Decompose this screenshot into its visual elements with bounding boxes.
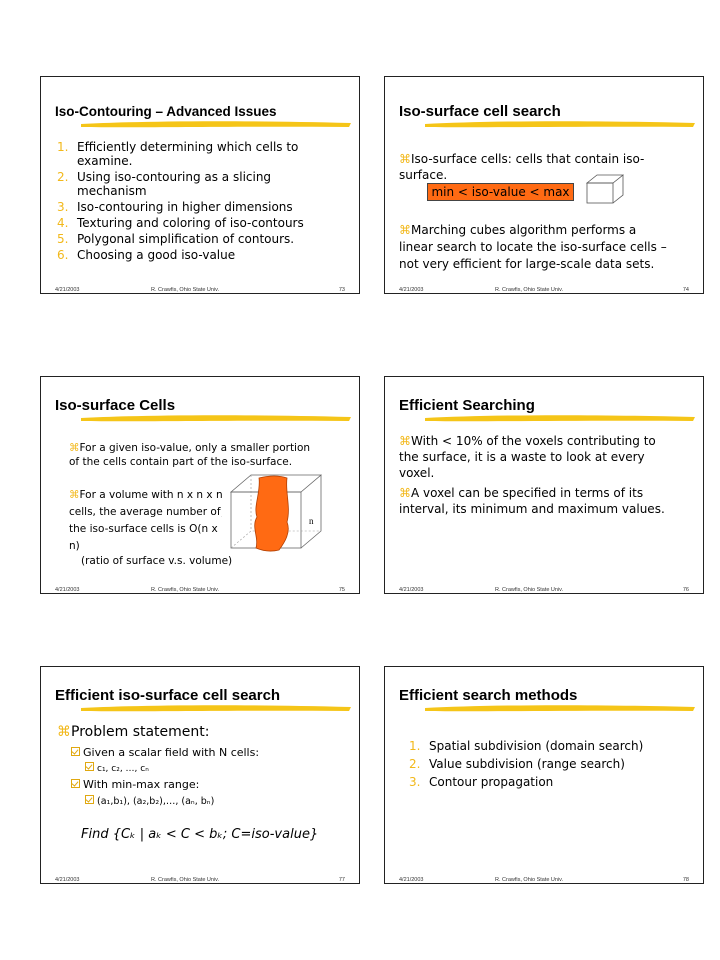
iso-value-highlight: min < iso-value < max [427, 183, 574, 201]
cube-label-n [251, 556, 256, 557]
command-bullet-icon: ⌘ [69, 442, 80, 454]
slide-77: Efficient iso-surface cell search ⌘Problem statement: Given a scalar field with N cells: c₁, c₂, …, cₙ With min-max range: (a₁,b₁), (a₂,b₂),…, (aₙ, bₙ) Find {Cₖ | aₖ < C < bₖ; C=iso-value} 4/21/2003 R. Crawfis, Ohio State Univ. 77 [40, 666, 360, 884]
title-underline-brush [81, 703, 351, 714]
list-item: 3. Contour propagation [409, 775, 554, 789]
list-item: 6. Choosing a good iso-value [57, 248, 236, 262]
command-bullet-icon: ⌘ [69, 489, 80, 501]
slide-75: Iso-surface Cells ⌘For a given iso-value, only a smaller portion of the cells contain part of the iso-surface. ⌘For a volume with n x n x n cells, the average number of the iso-surface cells is O(n x n) (ratio of surface v.s. volume) n 4/21/2003 R. Crawfis, Ohio State Univ. 75 [40, 376, 360, 594]
bullet: ⌘For a volume with n x n x n cells, the average number of the iso-surface cells is O(n x n) [69, 489, 223, 552]
checkbox-icon [85, 762, 94, 771]
checkbox-icon [85, 795, 94, 804]
title-underline-brush [81, 413, 351, 424]
command-bullet-icon: ⌘ [399, 152, 411, 166]
bullet: ⌘For a given iso-value, only a smaller portion of the cells contain part of the iso-surface. [69, 442, 311, 468]
bullet: ⌘Marching cubes algorithm performs a linear search to locate the iso-surface cells – not very efficient for large-scale data sets. [399, 223, 667, 271]
issue-list [57, 140, 337, 264]
command-bullet-icon: ⌘ [399, 223, 411, 237]
bullet: ⌘With < 10% of the voxels contributing to the surface, it is a waste to look at every voxel. [399, 434, 656, 480]
list-item: 2. Value subdivision (range search) [409, 757, 625, 771]
checkbox-icon [71, 779, 80, 788]
sub-bullet: Given a scalar field with N cells: [71, 745, 259, 761]
sub-sub-bullet: c₁, c₂, …, cₙ [85, 762, 149, 778]
slide-title: Efficient Searching [399, 397, 535, 414]
slide-title: Efficient iso-surface cell search [55, 687, 281, 704]
command-bullet-icon: ⌘ [57, 724, 71, 740]
list-item: 1. Efficiently determining which cells to examine. [57, 140, 299, 168]
list-item: 1. Spatial subdivision (domain search) [409, 739, 644, 753]
command-bullet-icon: ⌘ [399, 486, 411, 500]
slide-title: Efficient search methods [399, 687, 578, 704]
command-bullet-icon: ⌘ [399, 434, 411, 448]
sub-bullet: With min-max range: [71, 777, 199, 793]
bullet: ⌘Iso-surface cells: cells that contain iso-surface. [399, 152, 645, 182]
cube-isosurface-diagram [221, 472, 331, 557]
list-item: 2. Using iso-contouring as a slicing mechanism [57, 170, 272, 198]
slide-76: Efficient Searching ⌘With < 10% of the voxels contributing to the surface, it is a waste to look at every voxel. ⌘A voxel can be specified in terms of its interval, its minimum and maximum values. 4/21/2003 R. Crawfis, Ohio State Univ. 76 [384, 376, 704, 594]
checkbox-icon [71, 747, 80, 756]
cube-icon [585, 173, 625, 205]
title-underline-brush [81, 119, 351, 130]
title-underline-brush [425, 413, 695, 424]
sub-sub-bullet: (a₁,b₁), (a₂,b₂),…, (aₙ, bₙ) [85, 794, 214, 810]
slide-73: Iso-Contouring – Advanced Issues 1. Efficiently determining which cells to examine. 2. Using iso-contouring as a slicing mechanism 3. Iso-contouring in higher dimensions 4. Texturing and coloring of iso-contours 5. Polygonal simplification of contours. 6. Choosing a good iso-value 4/21/2003 R. Crawfis, Ohio State Univ. 73 [40, 76, 360, 294]
list-item: 3. Iso-contouring in higher dimensions [57, 200, 293, 214]
method-list [409, 739, 679, 793]
title-underline-brush [425, 703, 695, 714]
list-item: 5. Polygonal simplification of contours. [57, 232, 295, 246]
bullet: ⌘A voxel can be specified in terms of its interval, its minimum and maximum values. [399, 486, 665, 516]
slide-title: Iso-surface Cells [55, 397, 176, 414]
ratio-note: (ratio of surface v.s. volume) [81, 555, 233, 567]
title-underline-brush [425, 119, 695, 130]
list-item: 4. Texturing and coloring of iso-contours [57, 216, 304, 230]
find-expression: Find {Cₖ | aₖ < C < bₖ; C=iso-value} [81, 827, 319, 842]
slide-78: Efficient search methods 1. Spatial subdivision (domain search) 2. Value subdivision (range search) 3. Contour propagation 4/21/2003 R. Crawfis, Ohio State Univ. 78 [384, 666, 704, 884]
slide-title: Iso-Contouring – Advanced Issues [55, 104, 277, 119]
bullet: ⌘Problem statement: [57, 724, 210, 740]
cube-label-n: n [309, 516, 314, 526]
cube-label-n [221, 509, 222, 519]
slide-title: Iso-surface cell search [399, 103, 561, 120]
slide-74: Iso-surface cell search ⌘Iso-surface cells: cells that contain iso-surface. min < iso-value < max ⌘Marching cubes algorithm performs a linear search to locate the iso-surface cells – not very efficient for large-scale data sets. 4/21/2003 R. Crawfis, Ohio State Univ. 74 [384, 76, 704, 294]
